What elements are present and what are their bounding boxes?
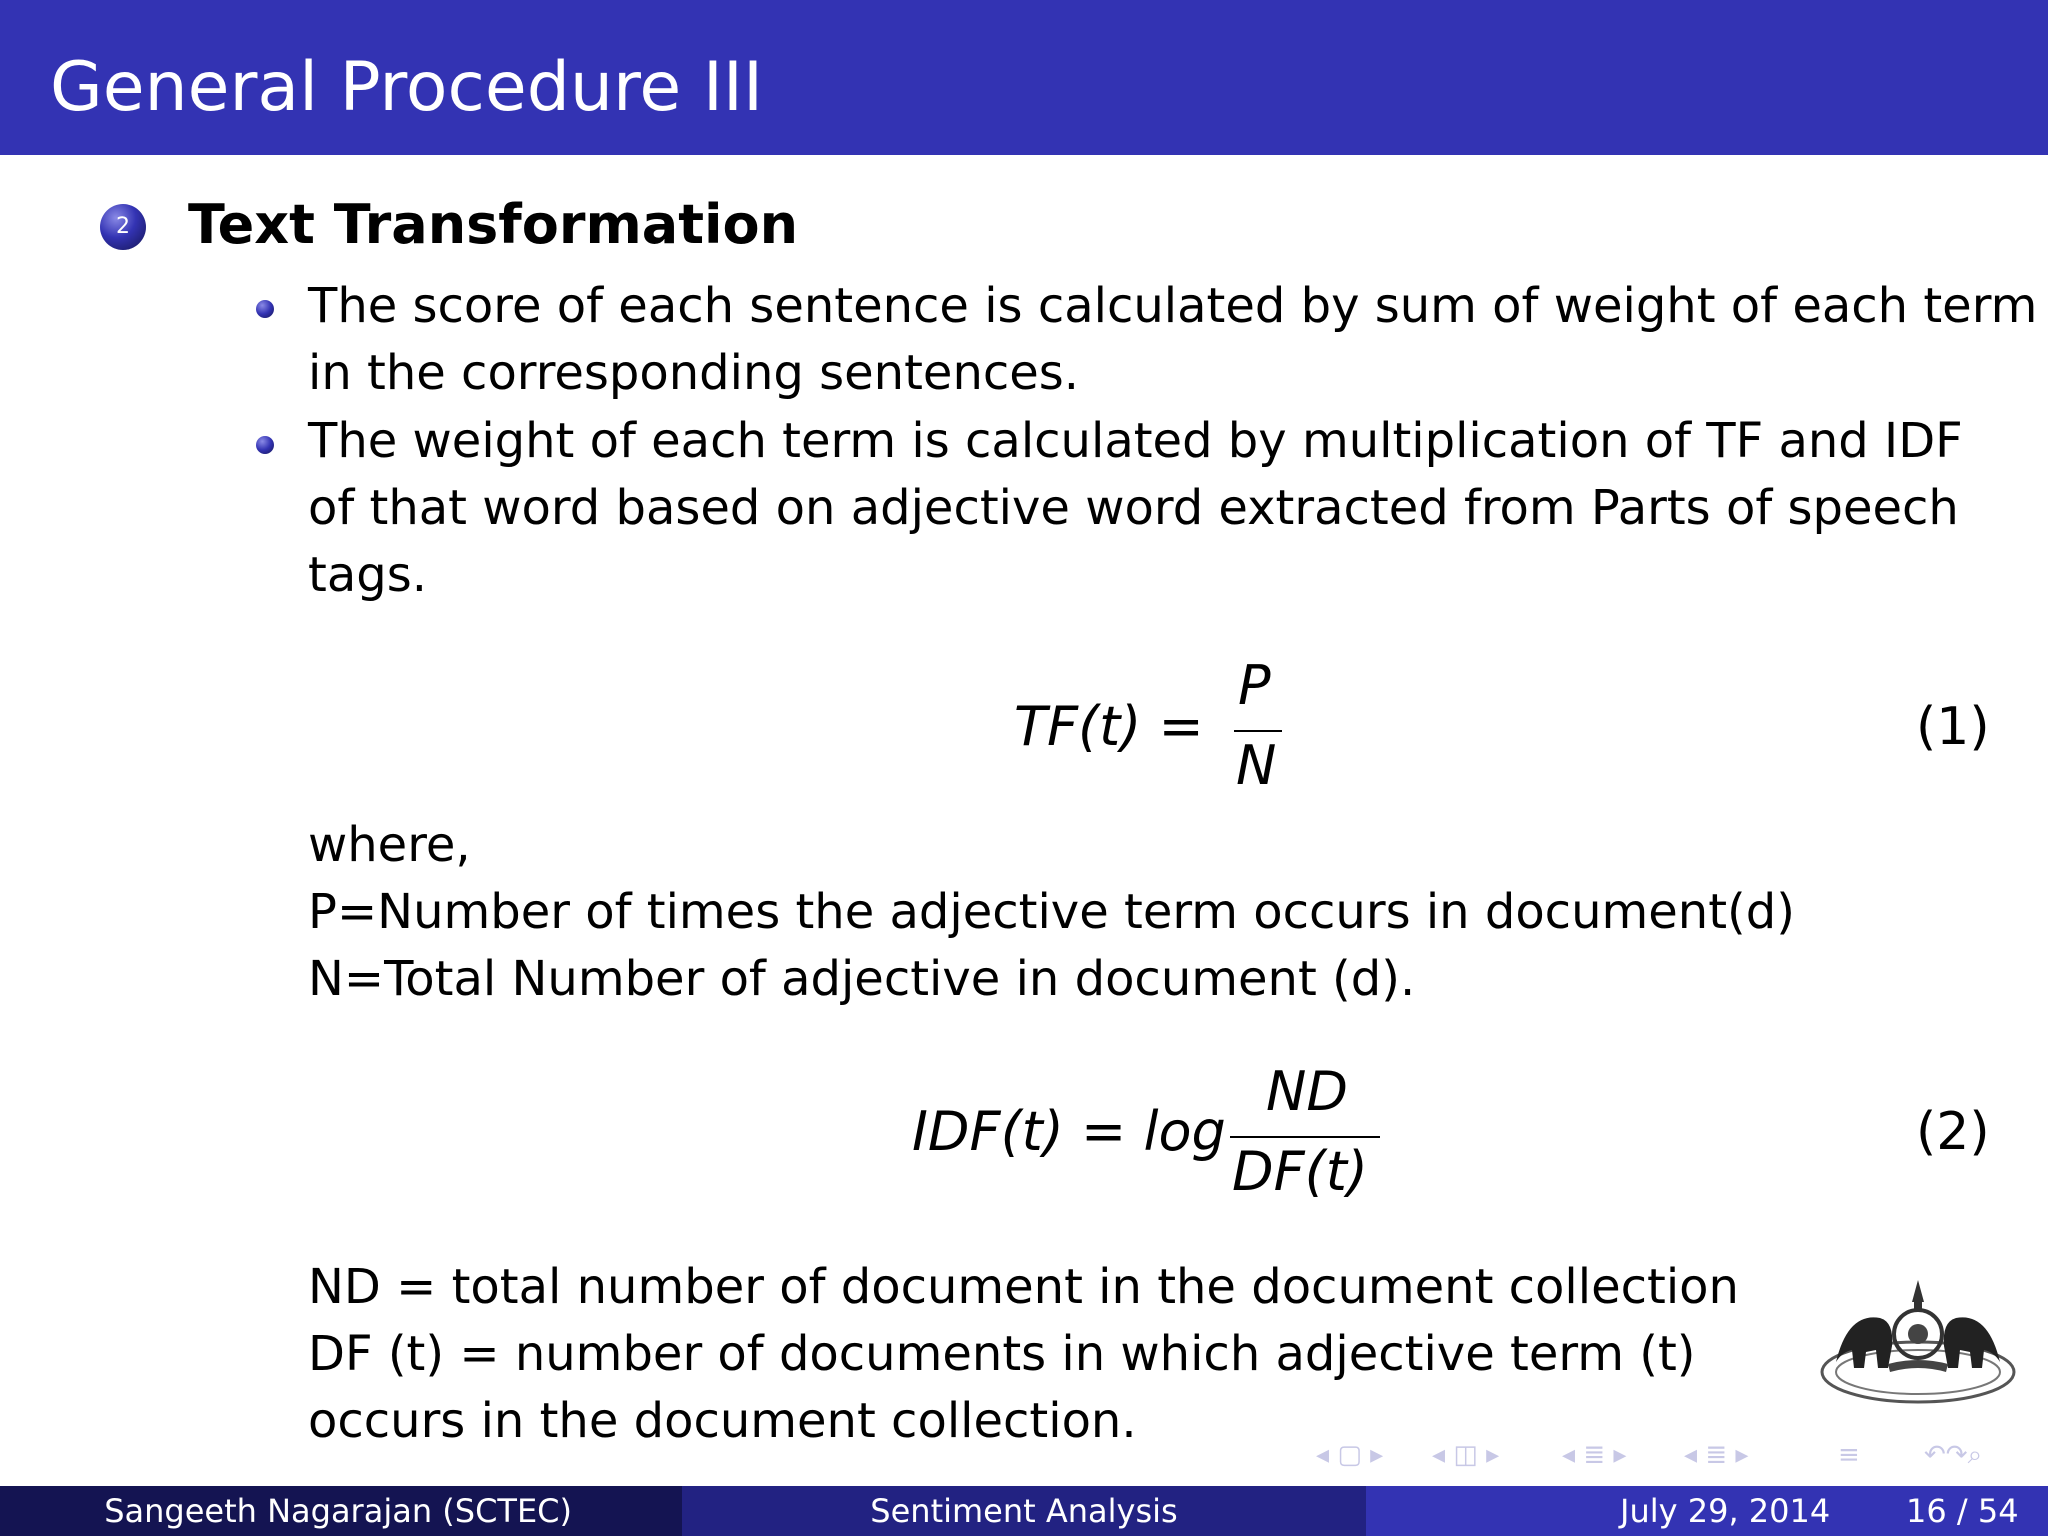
equation-1-numerator: P: [1238, 654, 1271, 717]
bullet-1-line-2: in the corresponding sentences.: [308, 345, 1080, 401]
footer-title-section: [682, 1486, 1366, 1536]
nav-section-controls[interactable]: ◂ ≣ ▸: [1562, 1440, 1627, 1470]
footer-talk-title: Sentiment Analysis: [870, 1492, 1178, 1530]
nav-align-icon[interactable]: ≡: [1838, 1440, 1860, 1470]
bullet-1-line-1: The score of each sentence is calculated by sum of weight of each term: [308, 278, 2038, 334]
bullet-2-line-3: tags.: [308, 547, 427, 603]
section-number-badge: 2: [100, 204, 146, 250]
slide-footer: [0, 1486, 2048, 1536]
section-heading: Text Transformation: [188, 193, 799, 256]
nav-frame-controls[interactable]: ◂ ▢ ▸: [1316, 1440, 1384, 1470]
footer-page-number: 16 / 54: [1906, 1492, 2019, 1530]
equation-2-denominator: DF(t): [1232, 1140, 1368, 1203]
definition-where: where,: [308, 817, 471, 873]
bullet-icon: [256, 436, 274, 454]
footer-author-section: [0, 1486, 682, 1536]
equation-1-denominator: N: [1236, 734, 1277, 797]
definition-df-cont: occurs in the document collection.: [308, 1393, 1137, 1449]
slide-header: [0, 0, 2048, 155]
equation-1-lhs: TF(t) =: [1014, 695, 1204, 758]
definition-n: N=Total Number of adjective in document (d).: [308, 951, 1416, 1007]
nav-search-controls[interactable]: ↶↷⌕: [1924, 1440, 1983, 1470]
equation-1-fraction-bar: [1234, 730, 1282, 732]
equation-1-number: (1): [1916, 697, 1990, 757]
equation-2-fraction-bar: [1230, 1136, 1380, 1138]
footer-date: July 29, 2014: [1620, 1492, 1831, 1530]
bullet-2-line-1: The weight of each term is calculated by multiplication of TF and IDF: [308, 413, 1963, 469]
equation-2-lhs: IDF(t) = log: [912, 1100, 1226, 1163]
definition-nd: ND = total number of document in the document collection: [308, 1259, 1739, 1315]
nav-document-controls[interactable]: ◂ ≣ ▸: [1684, 1440, 1749, 1470]
college-seal-logo: [1818, 1272, 2018, 1428]
equation-2-number: (2): [1916, 1102, 1990, 1162]
definition-df: DF (t) = number of documents in which adjective term (t): [308, 1326, 1696, 1382]
bullet-2-line-2: of that word based on adjective word extracted from Parts of speech: [308, 480, 1959, 536]
definition-p: P=Number of times the adjective term occurs in document(d): [308, 884, 1795, 940]
equation-2-numerator: ND: [1266, 1060, 1348, 1123]
slide-title: General Procedure III: [50, 48, 764, 127]
footer-date-section: [1366, 1486, 2048, 1536]
footer-author: Sangeeth Nagarajan (SCTEC): [104, 1492, 572, 1530]
bullet-icon: [256, 300, 274, 318]
nav-subsection-controls[interactable]: ◂ ◫ ▸: [1432, 1440, 1500, 1470]
